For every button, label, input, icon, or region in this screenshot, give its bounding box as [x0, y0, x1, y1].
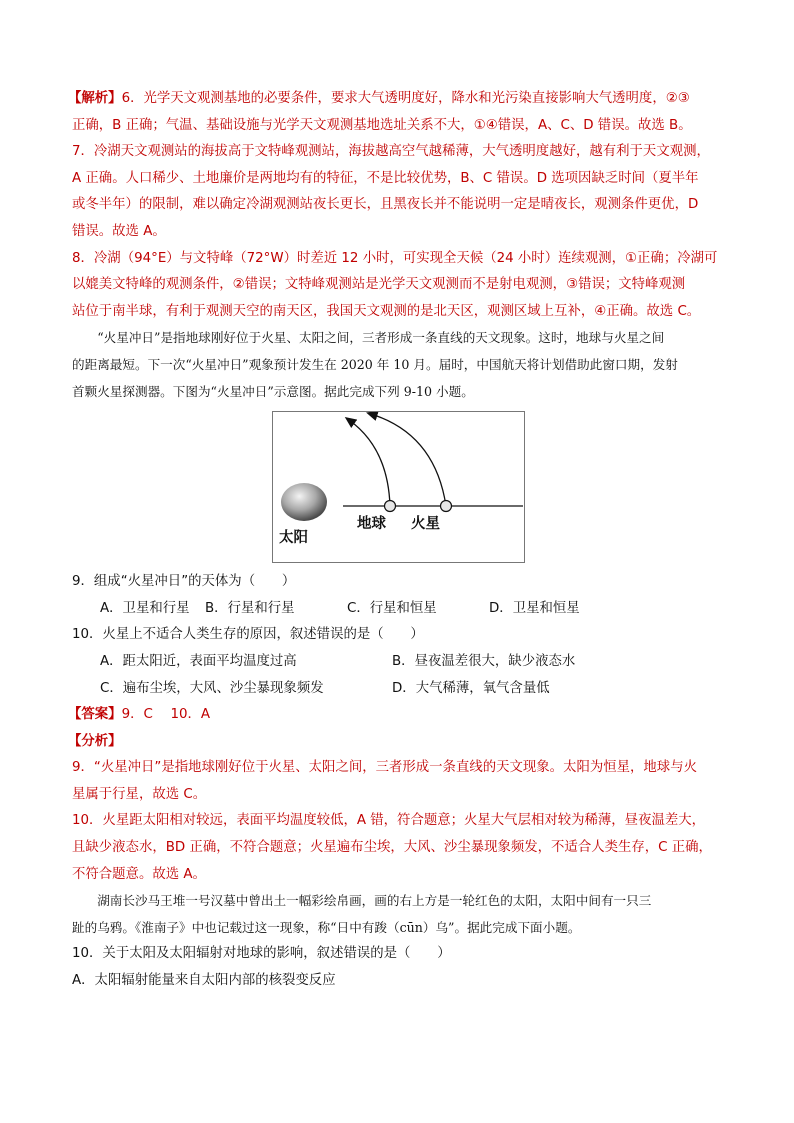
sun-label: 太阳 — [279, 530, 308, 547]
analysis-q6-line2: 正确，B 正确；气温、基础设施与光学天文观测基地选址关系不大，①④错误，A、C、D 错误。故选 B。 — [72, 117, 692, 133]
analysis-tag-2: 【分析】 — [68, 733, 122, 749]
q9-option-a: A．卫星和行星 — [100, 600, 190, 616]
sun-icon — [281, 483, 327, 521]
question-10: 10．火星上不适合人类生存的原因，叙述错误的是（ ） — [72, 627, 424, 643]
stem-next-line2: 趾的乌鸦。《淮南子》中也记载过这一现象，称“日中有踆（cūn）乌”。据此完成下面小题。 — [72, 919, 581, 935]
answer-text: 9．C 10．A — [121, 707, 211, 723]
stem-next-line1: 湖南长沙马王堆一号汉墓中曾出土一幅彩绘帛画，画的右上方是一轮红色的太阳，太阳中间有一只三 — [97, 893, 652, 909]
question-10-options-row1 — [72, 649, 734, 676]
analysis-q7-line4: 错误。故选 A。 — [72, 223, 166, 239]
mars-orbit-arc — [371, 414, 446, 506]
answer-line — [68, 702, 734, 729]
mars-icon — [441, 501, 452, 512]
q10-option-c: C．遍布尘埃，大风、沙尘暴现象频发 — [100, 680, 324, 696]
mars-opposition-diagram — [272, 411, 525, 563]
diagram-svg — [273, 412, 524, 562]
mars-label: 火星 — [411, 516, 440, 533]
analysis2-q10-line1: 10．火星距太阳相对较远，表面平均温度较低，A 错，符合题意；火星大气层相对较为稀薄，昼夜温差大， — [72, 813, 706, 829]
q9-option-d: D．卫星和恒星 — [489, 600, 580, 616]
earth-icon — [385, 501, 396, 512]
analysis-q8-line2: 以媲美文特峰的观测条件，②错误；文特峰观测站是光学天文观测而不是射电观测，③错误；文特峰观测 — [72, 277, 686, 293]
answer-tag: 【答案】 — [68, 707, 122, 723]
q9-option-b: B．行星和行星 — [205, 600, 295, 616]
analysis-q8-line1: 8．冷湖（94°E）与文特峰（72°W）时差近 12 小时，可实现全天候（24 小时）连续观测，①正确；冷湖可 — [72, 250, 718, 266]
figure-container — [63, 411, 734, 563]
earth-orbit-arc — [349, 420, 390, 506]
q10-option-d: D．大气稀薄，氧气含量低 — [392, 680, 550, 696]
document-page — [68, 86, 734, 995]
question-10-options-row2 — [72, 676, 734, 703]
question-10b-option-a: A．太阳辐射能量来自太阳内部的核裂变反应 — [72, 973, 336, 989]
question-9: 9．组成“火星冲日”的天体为（ ） — [72, 574, 296, 590]
stem-9-10-line1: “火星冲日”是指地球刚好位于火星、太阳之间，三者形成一条直线的天文现象。这时，地球与火星之间 — [97, 330, 665, 346]
analysis2-q9-line1: 9．“火星冲日”是指地球刚好位于火星、太阳之间，三者形成一条直线的天文现象。太阳为恒星，地球与火 — [72, 760, 697, 776]
analysis-q7-line2: A 正确。人口稀少、土地廉价是两地均有的特征，不是比较优势，B、C 错误。D 选项因缺乏时间（夏半年 — [72, 170, 699, 186]
analysis-q7-line1: 7．冷湖天文观测站的海拔高于文特峰观测站，海拔越高空气越稀薄，大气透明度越好，越有利于天文观测， — [72, 144, 710, 160]
earth-label: 地球 — [357, 516, 386, 533]
q10-option-a: A．距太阳近，表面平均温度过高 — [100, 653, 297, 669]
analysis-q8-line3: 站位于南半球，有利于观测天空的南天区，我国天文观测的是北天区，观测区域上互补，④正确。故选 C。 — [72, 303, 701, 319]
analysis2-q10-line3: 不符合题意。故选 A。 — [72, 866, 206, 882]
analysis2-q9-line2: 星属于行星，故选 C。 — [72, 786, 207, 802]
question-10b: 10．关于太阳及太阳辐射对地球的影响，叙述错误的是（ ） — [72, 946, 451, 962]
analysis-q7-line3: 或冬半年）的限制，难以确定冷湖观测站夜长更长，且黑夜长并不能说明一定是晴夜长，观测条件更优，D — [72, 197, 699, 213]
stem-9-10-line3: 首颗火星探测器。下图为“火星冲日”示意图。据此完成下列 9-10 小题。 — [72, 383, 474, 399]
question-9-options — [72, 596, 734, 623]
stem-9-10-line2: 的距离最短。下一次“火星冲日”观象预计发生在 2020 年 10 月。届时，中国航天将计划借助此窗口期，发射 — [72, 356, 678, 372]
q10-option-b: B．昼夜温差很大，缺少液态水 — [392, 653, 576, 669]
analysis2-q10-line2: 且缺少液态水，BD 正确，不符合题意；火星遍布尘埃，大风、沙尘暴现象频发，不适合人类生存，C 正确， — [72, 840, 712, 856]
analysis-tag-line — [68, 729, 734, 756]
analysis-q6-line1: 【解析】6．光学天文观测基地的必要条件，要求大气透明度好，降水和光污染直接影响大气透明度，②③ — [68, 91, 690, 106]
q9-option-c: C．行星和恒星 — [347, 600, 437, 616]
analysis-tag: 【解析】 — [68, 91, 122, 106]
